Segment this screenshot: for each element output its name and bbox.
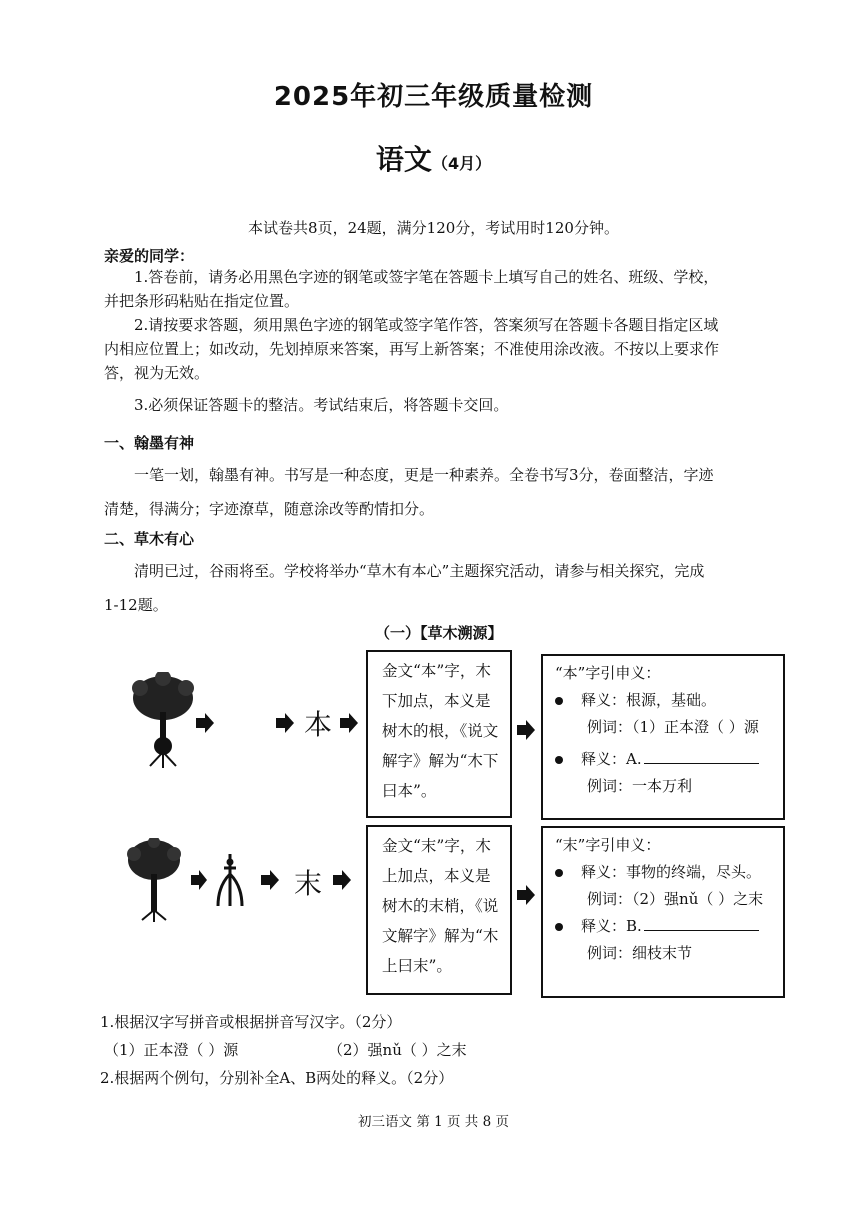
notice-item-2-line-1: 2.请按要求答题，须用黑色字迹的钢笔或签字笔作答，答案须写在答题卡各题目指定区域 (134, 316, 719, 334)
tree-with-root-icon (132, 672, 194, 768)
section-1-heading: 一、翰墨有神 (104, 434, 195, 452)
explain-line: 文解字》解为“木 (382, 927, 499, 945)
explain-line: 树木的根，《说文 (382, 722, 499, 740)
meaning-example: 例词：（2）强nǔ（ ）之末 (587, 890, 764, 908)
subject-note: （4月） (431, 154, 492, 173)
section-2-body (104, 554, 784, 622)
exam-info: 本试卷共8页，24题，满分120分，考试用时120分钟。 (248, 219, 619, 237)
explain-line: 上曰末”。 (382, 957, 452, 975)
meaning-title: “本”字引申义： (555, 664, 661, 682)
arrow-icon (276, 713, 294, 733)
section-1-line-1: 一笔一划，翰墨有神。书写是一种态度，更是一种素养。全卷书写3分，卷面整洁，字迹 (134, 466, 714, 484)
arrow-icon (191, 870, 207, 890)
explain-line: 金文“本”字，木 (382, 662, 491, 680)
bullet-icon (555, 923, 563, 931)
explain-line: 树木的末梢，《说 (382, 897, 499, 915)
bullet-icon (555, 869, 563, 877)
bullet-icon (555, 756, 563, 764)
notice-item-2-line-3: 答，视为无效。 (104, 364, 210, 382)
question-2: 2.根据两个例句，分别补全A、B两处的释义。（2分） (100, 1069, 454, 1087)
meaning-definition: 释义：B. (581, 917, 642, 935)
explain-box-mo (366, 825, 512, 995)
meaning-definition: 释义：根源，基础。 (581, 691, 717, 709)
explain-box-ben (366, 650, 512, 818)
meaning-list (543, 828, 783, 967)
notice-item-1-line-1: 1.答卷前，请务必用黑色字迹的钢笔或签字笔在答题卡上填写自己的姓名、班级、学校， (134, 268, 719, 286)
meaning-box-mo (541, 826, 785, 998)
notice-item-2-line-2: 内相应位置上；如改动，先划掉原来答案，再写上新答案；不准使用涂改液。不按以上要求作 (104, 340, 720, 358)
section-2-line-2: 1-12题。 (104, 596, 168, 614)
meaning-title: “末”字引申义： (555, 836, 661, 854)
explain-line: 上加点，本义是 (382, 867, 491, 885)
explain-line: 曰本”。 (382, 782, 437, 800)
section-2-heading: 二、草木有心 (104, 530, 195, 548)
answer-blank-a (644, 763, 759, 764)
subject-name: 语文 (375, 143, 432, 176)
arrow-icon (196, 713, 214, 733)
greeting: 亲爱的同学： (104, 247, 195, 265)
tree-root-pictograph (128, 672, 198, 768)
tree-with-branches-icon (127, 838, 181, 922)
arrow-icon (333, 870, 351, 890)
meaning-list (543, 656, 783, 800)
question-1: 1.根据汉字写拼音或根据拼音写汉字。（2分） (100, 1013, 402, 1031)
arrow-icon (517, 885, 535, 905)
explain-line: 金文“末”字，木 (382, 837, 491, 855)
notice-item-1-line-2: 并把条形码粘贴在指定位置。 (104, 292, 300, 310)
explain-text (368, 652, 510, 806)
meaning-example: 例词：一本万利 (587, 777, 693, 795)
exam-title: 2025年初三年级质量检测 (273, 82, 594, 112)
explain-line: 解字》解为“木下 (382, 752, 499, 770)
meaning-example: 例词：（1）正本澄（ ）源 (587, 718, 759, 736)
question-1-part-2: （2）强nǔ（ ）之末 (328, 1041, 467, 1059)
meaning-box-ben (541, 654, 785, 820)
character-ben: 本 (304, 708, 333, 741)
meaning-definition: 释义：事物的终端，尽头。 (581, 863, 762, 881)
page-footer: 初三语文 第 1 页 共 8 页 (358, 1114, 509, 1130)
bronze-script-mo-icon (214, 852, 246, 908)
notice-item-3: 3.必须保证答题卡的整洁。考试结束后，将答题卡交回。 (134, 396, 509, 414)
arrow-icon (261, 870, 279, 890)
character-mo: 末 (294, 867, 323, 900)
subsection-heading: （一）【草木溯源】 (375, 624, 503, 642)
subject-title (0, 138, 867, 178)
explain-line: 下加点，本义是 (382, 692, 491, 710)
question-1-part-1: （1）正本澄（ ）源 (104, 1041, 239, 1059)
tree-branch-pictograph (124, 838, 184, 922)
meaning-definition: 释义：A. (581, 750, 642, 768)
section-2-line-1: 清明已过，谷雨将至。学校将举办“草木有本心”主题探究活动，请参与相关探究，完成 (134, 562, 705, 580)
explain-text (368, 827, 510, 981)
section-1-body (104, 458, 784, 526)
arrow-icon (517, 720, 535, 740)
bullet-icon (555, 697, 563, 705)
section-1-line-2: 清楚，得满分；字迹潦草，随意涂改等酌情扣分。 (104, 500, 435, 518)
notice-block (104, 265, 784, 417)
meaning-example: 例词：细枝末节 (587, 944, 693, 962)
answer-blank-b (644, 930, 759, 931)
arrow-icon (340, 713, 358, 733)
